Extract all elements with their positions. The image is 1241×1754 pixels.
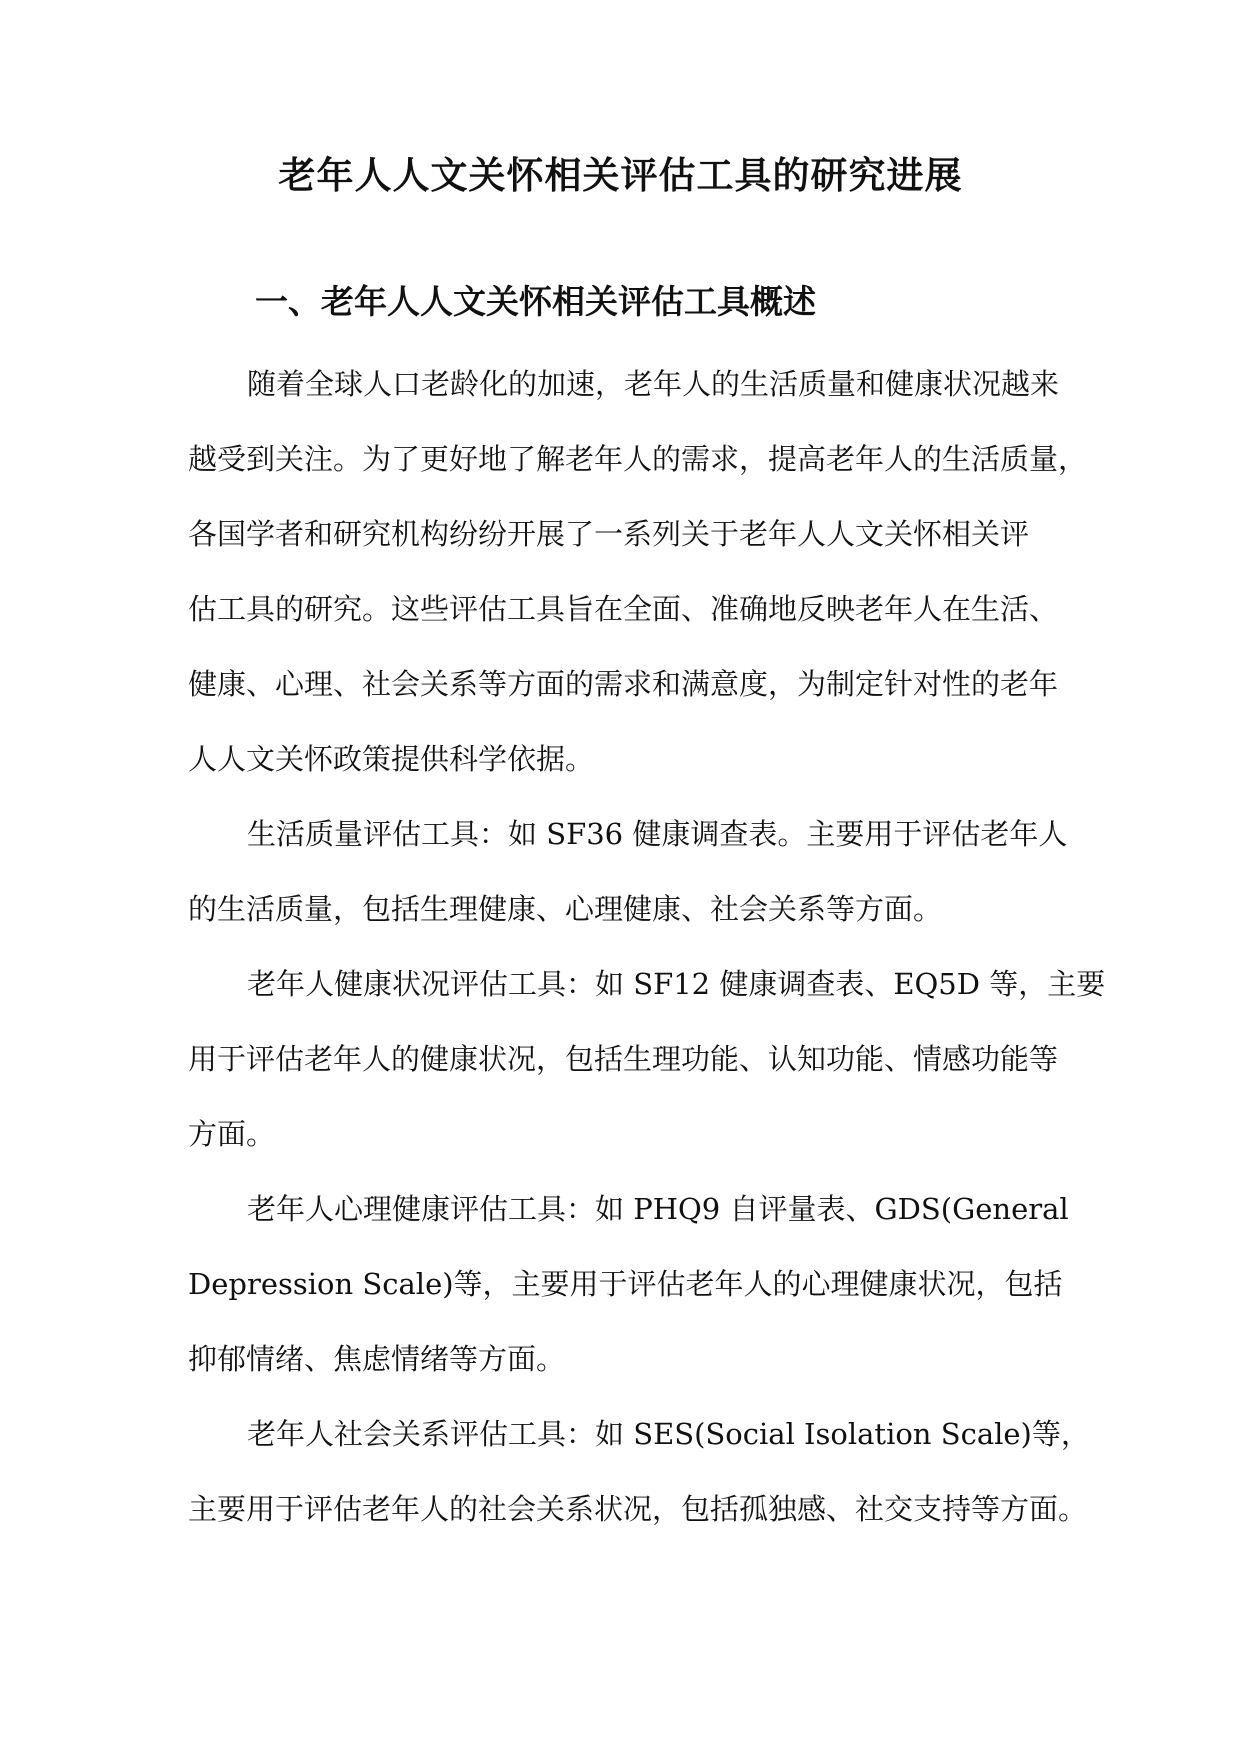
paragraph-line: 的生活质量，包括生理健康、心理健康、社会关系等方面。 <box>188 892 943 926</box>
paragraph-line: 老年人心理健康评估工具：如 PHQ9 自评量表、GDS(General <box>247 1192 1069 1226</box>
paragraph-line: Depression Scale)等，主要用于评估老年人的心理健康状况，包括 <box>188 1267 1063 1301</box>
paragraph-line: 健康、心理、社会关系等方面的需求和满意度，为制定针对性的老年 <box>188 667 1059 701</box>
paragraph-line: 主要用于评估老年人的社会关系状况，包括孤独感、社交支持等方面。 <box>188 1492 1088 1526</box>
paragraph-line: 老年人社会关系评估工具：如 SES(Social Isolation Scale)等， <box>247 1417 1090 1451</box>
section-heading: 一、老年人人文关怀相关评估工具概述 <box>255 282 816 321</box>
paragraph-line: 方面。 <box>188 1117 276 1151</box>
paragraph-line: 估工具的研究。这些评估工具旨在全面、准确地反映老年人在生活、 <box>188 592 1059 626</box>
paragraph-line: 老年人健康状况评估工具：如 SF12 健康调查表、EQ5D 等，主要 <box>247 967 1106 1001</box>
paragraph-line: 抑郁情绪、焦虑情绪等方面。 <box>188 1342 566 1376</box>
document-title: 老年人人文关怀相关评估工具的研究进展 <box>278 153 963 197</box>
paragraph-line: 生活质量评估工具：如 SF36 健康调查表。主要用于评估老年人 <box>247 817 1068 851</box>
paragraph-line: 人人文关怀政策提供科学依据。 <box>188 742 595 776</box>
paragraph-line: 越受到关注。为了更好地了解老年人的需求，提高老年人的生活质量， <box>188 442 1088 476</box>
paragraph-line: 各国学者和研究机构纷纷开展了一系列关于老年人人文关怀相关评 <box>188 517 1030 551</box>
paragraph-line: 用于评估老年人的健康状况，包括生理功能、认知功能、情感功能等 <box>188 1042 1059 1076</box>
paragraph-line: 随着全球人口老龄化的加速，老年人的生活质量和健康状况越来 <box>247 367 1060 401</box>
